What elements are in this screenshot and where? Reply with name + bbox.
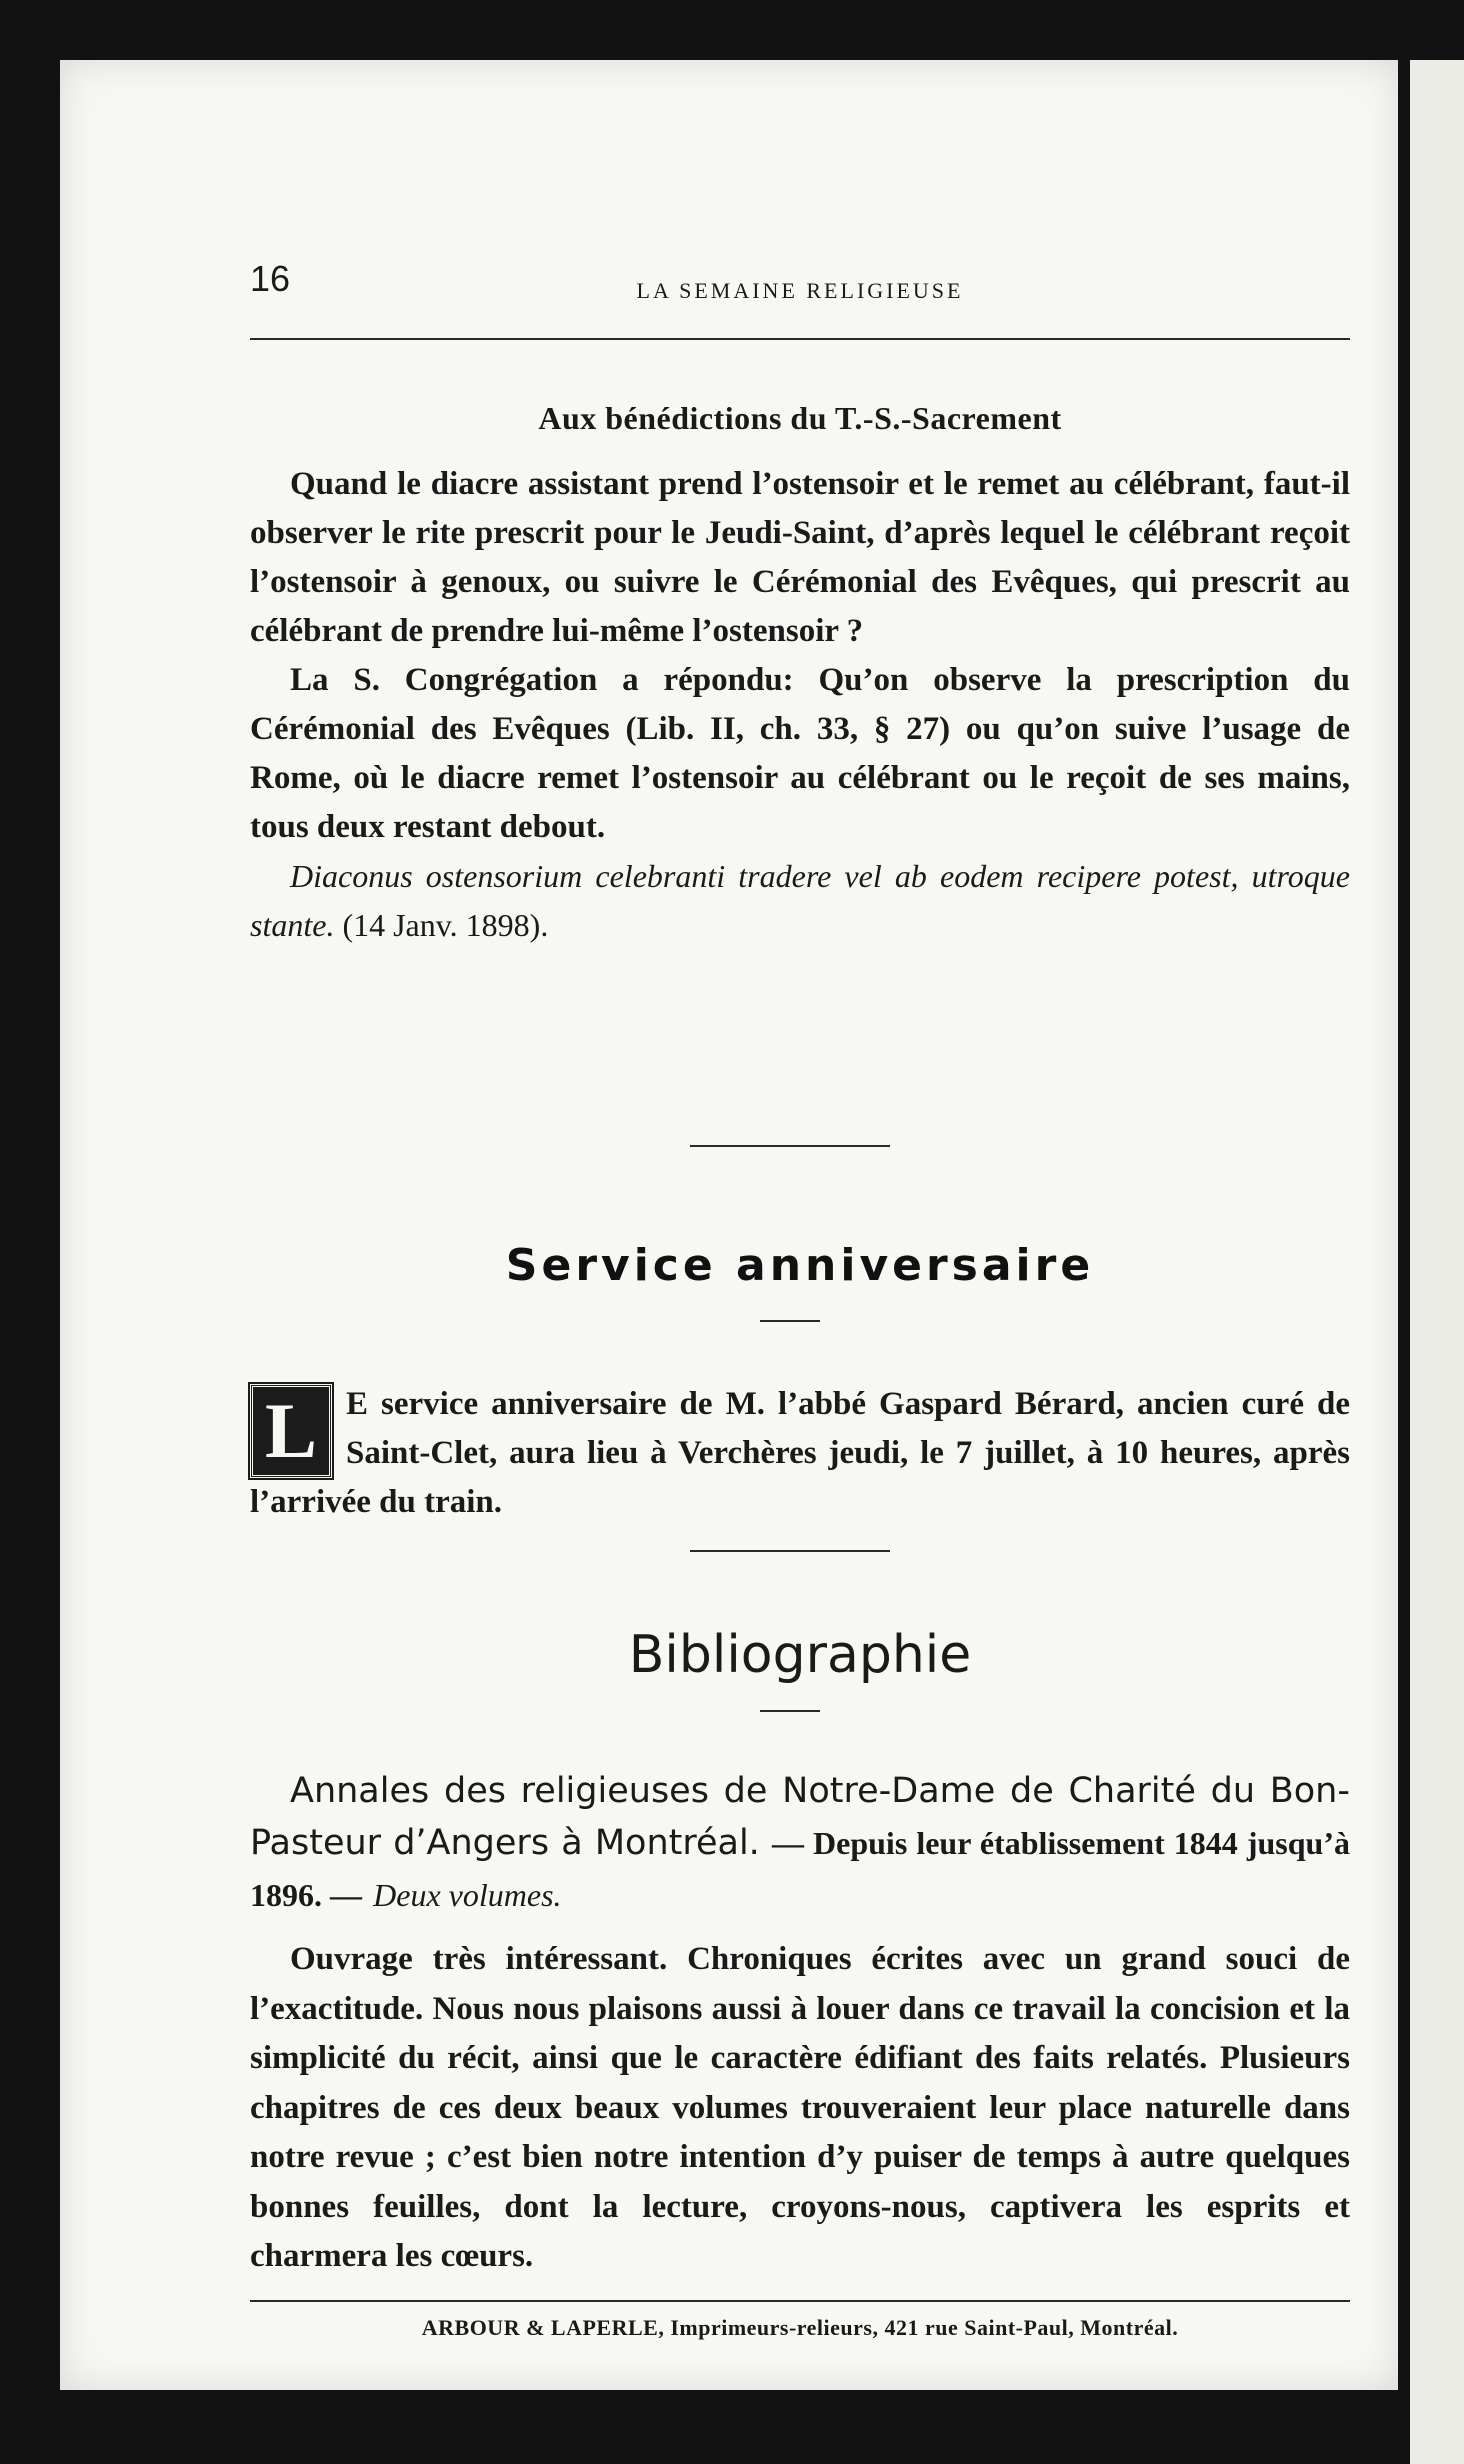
page-content: [250, 200, 1350, 2340]
separator-rule: [760, 1710, 820, 1712]
separator-rule: [690, 1145, 890, 1147]
adjacent-page-edge: [1410, 60, 1464, 2464]
separator-rule: [690, 1550, 890, 1552]
dropcap-letter: L: [250, 1384, 332, 1478]
header-rule: [250, 338, 1350, 340]
book-meta: — Depuis leur établissement 1844 jusqu’à 1896. —: [250, 1825, 1350, 1913]
paragraph: La S. Congrégation a répondu: Qu’on observe la prescription du Cérémonial des Evêques (Lib. II, ch. 33, § 27) ou qu’on suive l’usage de Rome, où le diacre remet l’ostensoir au célébrant ou le reçoit de ses mains, tous deux restant debout.: [250, 662, 1350, 845]
section-title-benedictions: Aux bénédictions du T.-S.-Sacrement: [538, 400, 1062, 436]
book-review: [250, 1935, 1350, 2282]
latin-quote: [250, 852, 1350, 950]
section-title-service: Service anniversaire: [505, 1240, 1095, 1291]
book-title: [250, 1765, 1350, 1921]
book-volumes: Deux volumes.: [373, 1877, 562, 1913]
footer-rule: [250, 2300, 1350, 2302]
paragraph: Quand le diacre assistant prend l’ostensoir et le remet au célébrant, faut-il observer le rite prescrit pour le Jeudi-Saint, d’après lequel le célébrant reçoit l’ostensoir à genoux, ou suivre le Cérémonial des Evêques, qui prescrit au célébrant de prendre lui-même l’ostensoir ?: [250, 466, 1350, 649]
section-service-body: [250, 1380, 1350, 1527]
book-entry: [250, 1765, 1350, 1921]
latin-text: Diaconus ostensorium celebranti tradere vel ab eodem recipere potest, utroque stante.: [250, 858, 1350, 943]
paragraph: Ouvrage très intéressant. Chroniques écrites avec un grand souci de l’exactitude. Nous nous plaisons aussi à louer dans ce travail la concision et la simplicité du récit, ainsi que le caractère édifiant des faits relatés. Plusieurs chapitres de ces deux beaux volumes trouveraient leur place naturelle dans notre revue ; c’est bien notre intention d’y puiser de temps à autre quelques bonnes feuilles, dont la lecture, croyons-nous, captivera les esprits et charmera les cœurs.: [250, 1941, 1350, 2274]
printer-imprint: ARBOUR & LAPERLE, Imprimeurs-relieurs, 421 rue Saint-Paul, Montréal.: [421, 2315, 1179, 2340]
section-title-bibliographie: Bibliographie: [628, 1625, 972, 1685]
page-header: [250, 200, 1350, 303]
book-title-text: Annales des religieuses de Notre-Dame de Charité du Bon-Pasteur d’Angers à Montréal.: [250, 1771, 1350, 1863]
decree-date: (14 Janv. 1898).: [342, 907, 549, 943]
running-title: LA SEMAINE RELIGIEUSE: [636, 278, 964, 303]
document-page: [60, 60, 1398, 2390]
paragraph: E service anniversaire de M. l’abbé Gaspard Bérard, ancien curé de Saint-Clet, aura lieu à Verchères jeudi, le 7 juillet, à 10 heures, après l’arrivée du train.: [250, 1386, 1350, 1520]
section-benedictions-body: [250, 460, 1350, 950]
separator-rule: [760, 1320, 820, 1322]
page-number: 16: [250, 258, 291, 299]
